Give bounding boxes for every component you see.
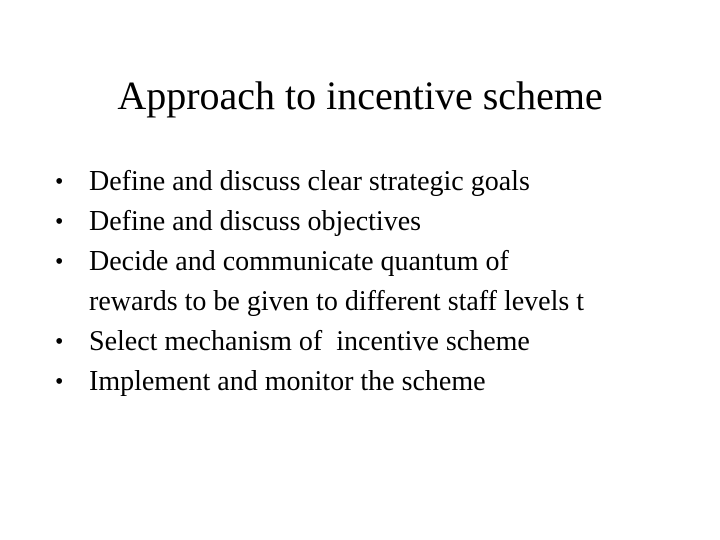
bullet-text: Define and discuss objectives: [89, 206, 422, 237]
bullet-list: [0, 162, 720, 402]
bullet-item: [0, 322, 720, 362]
bullet-icon: •: [55, 369, 64, 395]
bullet-text: Define and discuss clear strategic goals: [89, 166, 530, 197]
bullet-text: Implement and monitor the scheme: [89, 366, 486, 397]
bullet-item: [0, 242, 720, 322]
bullet-text: Select mechanism of incentive scheme: [89, 326, 530, 357]
bullet-text-continuation: rewards to be given to different staff levels t: [89, 286, 585, 317]
bullet-icon: •: [55, 169, 64, 195]
bullet-icon: •: [55, 209, 64, 235]
bullet-icon: •: [55, 329, 64, 355]
slide-title: Approach to incentive scheme: [117, 73, 603, 118]
bullet-item: [0, 162, 720, 202]
bullet-text: Decide and communicate quantum of: [89, 246, 509, 277]
bullet-item: [0, 202, 720, 242]
bullet-item: [0, 362, 720, 402]
bullet-icon: •: [55, 249, 64, 275]
